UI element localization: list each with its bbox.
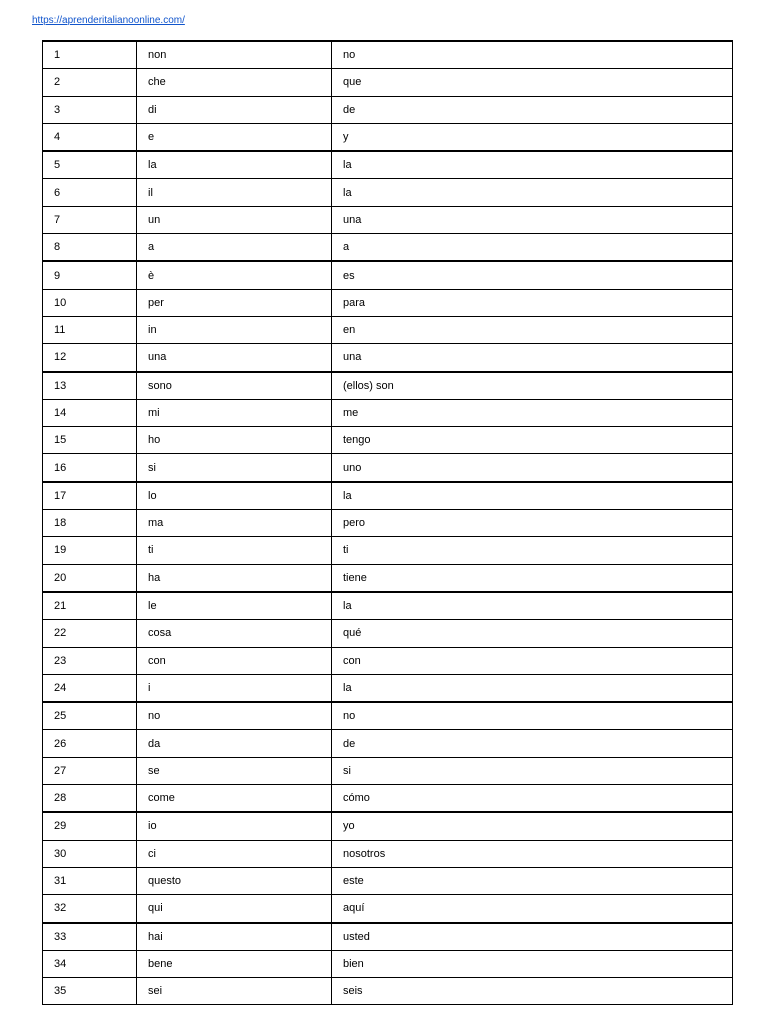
- italian-word-cell: cosa: [137, 620, 332, 647]
- row-number-cell: 19: [43, 537, 137, 564]
- spanish-word-cell: es: [332, 261, 733, 289]
- row-number-cell: 1: [43, 41, 137, 69]
- spanish-word-cell: me: [332, 399, 733, 426]
- table-row: [43, 41, 733, 69]
- table-row: [43, 96, 733, 123]
- spanish-word-cell: no: [332, 702, 733, 730]
- vocabulary-table-body: [43, 41, 733, 1005]
- spanish-word-cell: en: [332, 316, 733, 343]
- spanish-word-cell: cómo: [332, 785, 733, 813]
- row-number-cell: 31: [43, 867, 137, 894]
- spanish-word-cell: la: [332, 592, 733, 620]
- italian-word-cell: io: [137, 812, 332, 840]
- spanish-word-cell: qué: [332, 620, 733, 647]
- row-number-cell: 32: [43, 895, 137, 923]
- table-row: [43, 730, 733, 757]
- row-number-cell: 5: [43, 151, 137, 179]
- table-row: [43, 620, 733, 647]
- row-number-cell: 2: [43, 69, 137, 96]
- row-number-cell: 12: [43, 344, 137, 372]
- spanish-word-cell: nosotros: [332, 840, 733, 867]
- table-row: [43, 923, 733, 951]
- row-number-cell: 7: [43, 206, 137, 233]
- row-number-cell: 11: [43, 316, 137, 343]
- spanish-word-cell: que: [332, 69, 733, 96]
- spanish-word-cell: la: [332, 179, 733, 206]
- row-number-cell: 30: [43, 840, 137, 867]
- row-number-cell: 15: [43, 427, 137, 454]
- spanish-word-cell: con: [332, 647, 733, 674]
- row-number-cell: 28: [43, 785, 137, 813]
- row-number-cell: 16: [43, 454, 137, 482]
- table-row: [43, 950, 733, 977]
- row-number-cell: 9: [43, 261, 137, 289]
- table-row: [43, 372, 733, 400]
- italian-word-cell: come: [137, 785, 332, 813]
- table-row: [43, 454, 733, 482]
- italian-word-cell: no: [137, 702, 332, 730]
- italian-word-cell: una: [137, 344, 332, 372]
- spanish-word-cell: si: [332, 757, 733, 784]
- table-row: [43, 867, 733, 894]
- italian-word-cell: in: [137, 316, 332, 343]
- spanish-word-cell: la: [332, 151, 733, 179]
- row-number-cell: 22: [43, 620, 137, 647]
- row-number-cell: 17: [43, 482, 137, 510]
- spanish-word-cell: yo: [332, 812, 733, 840]
- row-number-cell: 8: [43, 234, 137, 262]
- row-number-cell: 3: [43, 96, 137, 123]
- italian-word-cell: che: [137, 69, 332, 96]
- spanish-word-cell: uno: [332, 454, 733, 482]
- spanish-word-cell: seis: [332, 978, 733, 1005]
- table-row: [43, 69, 733, 96]
- spanish-word-cell: para: [332, 289, 733, 316]
- row-number-cell: 18: [43, 510, 137, 537]
- italian-word-cell: mi: [137, 399, 332, 426]
- table-row: [43, 399, 733, 426]
- italian-word-cell: qui: [137, 895, 332, 923]
- table-row: [43, 978, 733, 1005]
- italian-word-cell: con: [137, 647, 332, 674]
- row-number-cell: 10: [43, 289, 137, 316]
- italian-word-cell: i: [137, 674, 332, 702]
- row-number-cell: 21: [43, 592, 137, 620]
- row-number-cell: 34: [43, 950, 137, 977]
- italian-word-cell: hai: [137, 923, 332, 951]
- table-row: [43, 234, 733, 262]
- row-number-cell: 13: [43, 372, 137, 400]
- italian-word-cell: è: [137, 261, 332, 289]
- spanish-word-cell: a: [332, 234, 733, 262]
- row-number-cell: 20: [43, 564, 137, 592]
- spanish-word-cell: y: [332, 123, 733, 151]
- italian-word-cell: la: [137, 151, 332, 179]
- row-number-cell: 24: [43, 674, 137, 702]
- table-row: [43, 647, 733, 674]
- italian-word-cell: il: [137, 179, 332, 206]
- spanish-word-cell: este: [332, 867, 733, 894]
- italian-word-cell: di: [137, 96, 332, 123]
- italian-word-cell: non: [137, 41, 332, 69]
- table-row: [43, 757, 733, 784]
- table-row: [43, 179, 733, 206]
- italian-word-cell: se: [137, 757, 332, 784]
- italian-word-cell: a: [137, 234, 332, 262]
- table-row: [43, 537, 733, 564]
- spanish-word-cell: tiene: [332, 564, 733, 592]
- table-row: [43, 510, 733, 537]
- italian-word-cell: sono: [137, 372, 332, 400]
- spanish-word-cell: de: [332, 96, 733, 123]
- table-row: [43, 785, 733, 813]
- spanish-word-cell: pero: [332, 510, 733, 537]
- table-row: [43, 123, 733, 151]
- row-number-cell: 14: [43, 399, 137, 426]
- spanish-word-cell: una: [332, 206, 733, 233]
- spanish-word-cell: una: [332, 344, 733, 372]
- italian-word-cell: si: [137, 454, 332, 482]
- italian-word-cell: le: [137, 592, 332, 620]
- spanish-word-cell: no: [332, 41, 733, 69]
- table-row: [43, 206, 733, 233]
- table-row: [43, 289, 733, 316]
- italian-word-cell: bene: [137, 950, 332, 977]
- table-row: [43, 674, 733, 702]
- italian-word-cell: da: [137, 730, 332, 757]
- italian-word-cell: un: [137, 206, 332, 233]
- spanish-word-cell: ti: [332, 537, 733, 564]
- table-row: [43, 564, 733, 592]
- row-number-cell: 4: [43, 123, 137, 151]
- spanish-word-cell: tengo: [332, 427, 733, 454]
- table-row: [43, 812, 733, 840]
- row-number-cell: 29: [43, 812, 137, 840]
- row-number-cell: 33: [43, 923, 137, 951]
- spanish-word-cell: aquí: [332, 895, 733, 923]
- table-row: [43, 427, 733, 454]
- italian-word-cell: ho: [137, 427, 332, 454]
- table-row: [43, 316, 733, 343]
- italian-word-cell: ti: [137, 537, 332, 564]
- table-row: [43, 702, 733, 730]
- italian-word-cell: ha: [137, 564, 332, 592]
- row-number-cell: 26: [43, 730, 137, 757]
- spanish-word-cell: usted: [332, 923, 733, 951]
- spanish-word-cell: la: [332, 674, 733, 702]
- vocabulary-table: [42, 40, 733, 1005]
- row-number-cell: 25: [43, 702, 137, 730]
- italian-word-cell: e: [137, 123, 332, 151]
- source-url-link[interactable]: https://aprenderitalianoonline.com/: [32, 15, 185, 26]
- table-row: [43, 151, 733, 179]
- row-number-cell: 27: [43, 757, 137, 784]
- row-number-cell: 35: [43, 978, 137, 1005]
- italian-word-cell: questo: [137, 867, 332, 894]
- table-row: [43, 482, 733, 510]
- table-row: [43, 261, 733, 289]
- table-row: [43, 592, 733, 620]
- spanish-word-cell: de: [332, 730, 733, 757]
- row-number-cell: 23: [43, 647, 137, 674]
- table-row: [43, 895, 733, 923]
- italian-word-cell: lo: [137, 482, 332, 510]
- table-row: [43, 840, 733, 867]
- table-row: [43, 344, 733, 372]
- spanish-word-cell: (ellos) son: [332, 372, 733, 400]
- italian-word-cell: ci: [137, 840, 332, 867]
- row-number-cell: 6: [43, 179, 137, 206]
- spanish-word-cell: bien: [332, 950, 733, 977]
- spanish-word-cell: la: [332, 482, 733, 510]
- italian-word-cell: ma: [137, 510, 332, 537]
- italian-word-cell: per: [137, 289, 332, 316]
- italian-word-cell: sei: [137, 978, 332, 1005]
